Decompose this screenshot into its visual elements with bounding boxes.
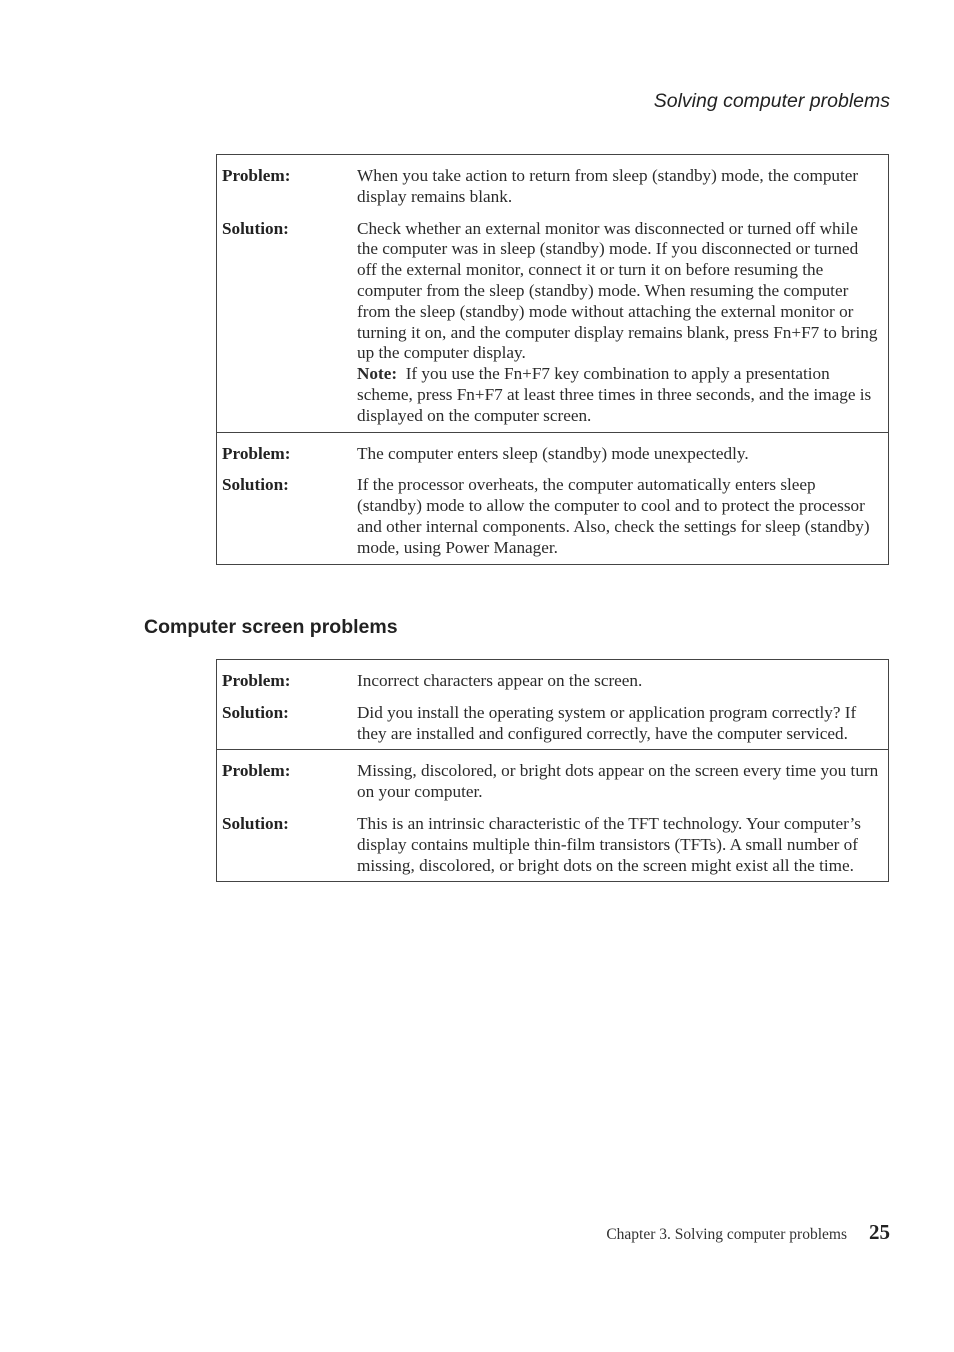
solution-row (217, 475, 888, 558)
page-number: 25 (869, 1220, 890, 1244)
screen-problems-table (216, 659, 889, 882)
solution-text: If the processor overheats, the computer automatically enters sleep (standby) mode to allow the computer to cool and to protect the processor and other internal components. Also, check the settings for sleep (standby) mode, using Power Manager. (357, 475, 870, 557)
solution-label: Solution: (222, 702, 289, 722)
solution-content (357, 219, 888, 427)
problem-text: When you take action to return from sleep (standby) mode, the computer display remains blank. (357, 166, 859, 206)
solution-text: Check whether an external monitor was disconnected or turned off while the computer was in sleep (standby) mode. If you disconnected or turned off the external monitor, connect it or turn it on before resuming the computer from the sleep (standby) mode. When resuming the computer from the sleep (standby) mode without attaching the external monitor or turning it on, and the computer display remains blank, press Fn+F7 to bring up the computer display. (357, 218, 878, 363)
problem-solution-group (217, 432, 888, 564)
problem-label: Problem: (222, 166, 291, 185)
note (357, 364, 882, 426)
section-heading: Computer screen problems (144, 616, 398, 638)
page-footer (606, 1220, 890, 1245)
problem-label: Problem: (222, 671, 291, 690)
problem-solution-group (217, 155, 888, 432)
problem-solution-group (217, 660, 888, 749)
note-label: Note: (357, 364, 398, 384)
solution-label: Solution: (222, 813, 289, 833)
problem-label: Problem: (222, 761, 291, 781)
sleep-problems-table (216, 154, 889, 565)
problem-row (217, 444, 888, 465)
problem-text: The computer enters sleep (standby) mode unexpectedly. (357, 443, 749, 463)
solution-row (217, 814, 888, 876)
footer-chapter-title: Chapter 3. Solving computer problems (606, 1226, 847, 1243)
problem-text: Incorrect characters appear on the screen. (357, 671, 643, 690)
problem-solution-group (217, 749, 888, 881)
solution-row (217, 703, 888, 745)
problem-row (217, 761, 888, 803)
problem-row (217, 671, 888, 692)
problem-row (217, 166, 888, 208)
solution-text: This is an intrinsic characteristic of the TFT technology. Your computer’s display contains multiple thin-film transistors (TFTs). A small number of missing, discolored, or bright dots on the screen might exist all the time. (357, 813, 861, 875)
running-head-title: Solving computer problems (653, 90, 890, 112)
note-text: If you use the Fn+F7 key combination to apply a presentation scheme, press Fn+F7 at least three times in three seconds, and the image is displayed on the computer screen. (357, 364, 872, 425)
problem-label: Problem: (222, 443, 291, 463)
solution-text: Did you install the operating system or application program correctly? If they are installed and configured correctly, have the computer serviced. (357, 702, 857, 743)
solution-label: Solution: (222, 475, 289, 495)
solution-row (217, 219, 888, 427)
solution-label: Solution: (222, 218, 289, 238)
problem-text: Missing, discolored, or bright dots appear on the screen every time you turn on your computer. (357, 761, 879, 802)
